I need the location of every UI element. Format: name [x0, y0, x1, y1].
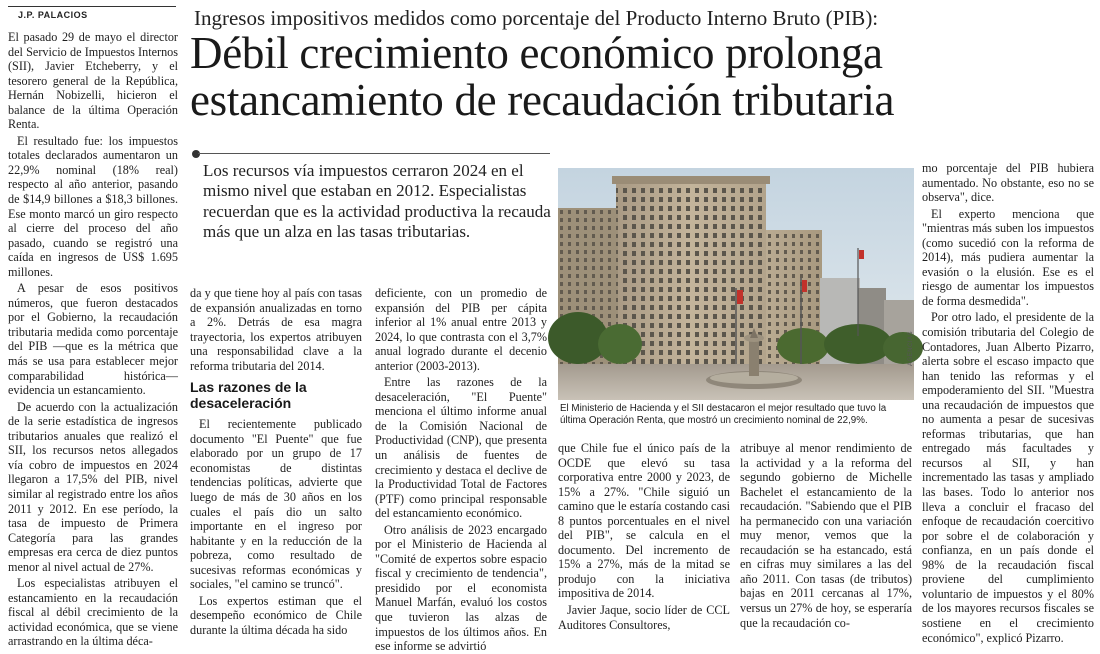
byline-bar	[8, 6, 176, 22]
paragraph: El resultado fue: los impuestos totales declarados aumentaron un 22,9% nominal (18% real) respecto al año anterior, pasando de $14,9 billones a $18,3 billones. Ese monto marcó un giro respecto al cierre del proceso del año pasado, cuando se registró una caída en ingresos de US$ 1.695 millones.	[8, 133, 178, 279]
paragraph: El pasado 29 de mayo el director del Servicio de Impuestos Internos (SII), Javier Etcheberry, y el tesorero general de la República, Hernán Nobizelli, hicieron el balance de la última Operación Renta.	[8, 30, 178, 132]
article-column-4	[558, 441, 730, 632]
article-column-3	[375, 286, 547, 654]
article-column-1	[8, 30, 178, 649]
lead-rule	[198, 153, 550, 154]
paragraph: deficiente, con un promedio de expansión del PIB per cápita inferior al 1% anual entre 2013 y 2024, lo que contrasta con el 3,7% anual logrado durante el decenio anterior (2003-2013).	[375, 286, 547, 373]
lead-paragraph: Los recursos vía impuestos cerraron 2024 en el mismo nivel que estaban en 2012. Especialistas recuerdan que es la actividad productiva la recauda más que un alza en las tasas tributarias.	[203, 161, 551, 241]
paragraph: El experto menciona que "mientras más suben los impuestos (como sucedió con la reforma de 2014), más pudiera aumentar la evasión o la elusión. Ese es el riesgo de aumentar los impuestos de forma desmedida".	[922, 206, 1094, 308]
photo-caption: El Ministerio de Hacienda y el SII destacaron el mejor resultado que tuvo la última Operación Renta, que mostró un crecimiento nominal de 22,9%.	[560, 403, 887, 426]
ministry-building-illustration	[558, 168, 914, 400]
paragraph: Entre las razones de la desaceleración, "El Puente" menciona el último informe anual de la Comisión Nacional de Productividad (CNP), que presenta un análisis de fuentes de crecimiento y destaca el declive de la Productividad Total de Factores (PTF) como principal responsable del estancamiento económico.	[375, 375, 547, 521]
section-subhead: Las razones de la desaceleración	[190, 379, 307, 412]
paragraph: Javier Jaque, socio líder de CCL Auditores Consultores,	[558, 603, 730, 632]
paragraph: que Chile fue el único país de la OCDE que elevó su tasa corporativa entre 2000 y 2023, de 15% a 27%. "Chile siguió un camino que le estaría costando casi 8 puntos porcentuales en el nivel del PIB", se calcula en el documento. Del incremento de 15% a 27%, más de la mitad se produjo con la iniciativa impositiva de 2014.	[558, 441, 730, 601]
paragraph: Otro análisis de 2023 encargado por el Ministerio de Hacienda al "Comité de expertos sobre espacio fiscal y crecimiento de tendencia", presidido por el economista Manuel Marfán, evaluó los costos que tuvieron las alzas de impuestos de los últimos años. En ese informe se advirtió	[375, 522, 547, 654]
byline-author: J.P. PALACIOS	[18, 10, 88, 20]
article-column-6	[922, 161, 1094, 645]
paragraph: mo porcentaje del PIB hubiera aumentado. No obstante, eso no se observa", dice.	[922, 161, 1094, 205]
article-column-5	[740, 441, 912, 630]
paragraph: Por otro lado, el presidente de la comisión tributaria del Colegio de Contadores, Juan Alberto Pizarro, alerta sobre el escaso impacto que han tenido las reformas y el empoderamiento del SII. "Muestra una recaudación de impuestos que no aumenta a pesar de sucesivas reformas tributarias, que han entregado más facultades y recursos al SII, y han incrementado las tasas y ampliado las bases. Todo lo anterior nos lleva a concluir el fracaso del enfoque de recaudación coercitivo por sobre el de colaboración y confianza, en un país donde el 98% de la recaudación fiscal proviene del cumplimiento voluntario de impuestos y el 80% de los mayores recursos fiscales se sostiene en el crecimiento económico", explicó Pizarro.	[922, 310, 1094, 645]
paragraph: Los expertos estiman que el desempeño económico de Chile durante la última década ha sido	[190, 593, 362, 637]
paragraph: De acuerdo con la actualización de la serie estadística de ingresos tributarios anuales que realizó el SII, los recursos netos allegados vía cobro de impuestos en 2024 llegaron a 17,5% del PIB, nivel similar al registrado entre los años 2011 y 2012. En ese período, la tasa de impuesto de Primera Categoría para las grandes empresas era cerca de diez puntos menor al nivel actual de 27%.	[8, 399, 178, 574]
article-column-2	[190, 286, 362, 637]
paragraph: Los especialistas atribuyen el estancamiento en la recaudación fiscal al débil crecimiento de la actividad económica, que se viene arrastrando en la última déca-	[8, 576, 178, 649]
kicker-line: Ingresos impositivos medidos como porcentaje del Producto Interno Bruto (PIB):	[194, 6, 879, 30]
paragraph: atribuye al menor rendimiento de la actividad y a la reforma del segundo gobierno de Michelle Bachelet el estancamiento de la recaudación. "Sabiendo que el PIB ha permanecido con una variación muy menor, vemos que la recaudación se ha estancado, está en cifras muy similares a las del año 2011. Con tasas (de tributos) bajas en 2011 cercanas al 17%, versus un 27% de hoy, se esperaría que la recaudación co-	[740, 441, 912, 630]
paragraph: El recientemente publicado documento "El Puente" que fue elaborado por un grupo de 17 economistas de distintas tendencias políticas, advierte que luego de más de 30 años en los cuales el país dio un salto importante en el ingreso por habitante y en la reducción de la pobreza, como resultado de sucesivas reformas económicas y sociales, "el camino se truncó".	[190, 417, 362, 592]
building-photo	[558, 168, 914, 400]
photo-credit: AGENCIAS	[908, 330, 914, 366]
paragraph: A pesar de esos positivos números, que fueron destacados por el Gobierno, la recaudación tributaria medida como porcentaje del PIB —que es la métrica que más se usa para establecer mejor comparabilidad histórica— evidencia un estancamiento.	[8, 281, 178, 398]
headline: Débil crecimiento económico prolonga estancamiento de recaudación tributaria	[190, 28, 895, 125]
paragraph: da y que tiene hoy al país con tasas de expansión anualizadas en torno a 2%. Detrás de esa magra trayectoria, los expertos atribuyen una responsabilidad clave a la reforma tributaria del 2014.	[190, 286, 362, 373]
